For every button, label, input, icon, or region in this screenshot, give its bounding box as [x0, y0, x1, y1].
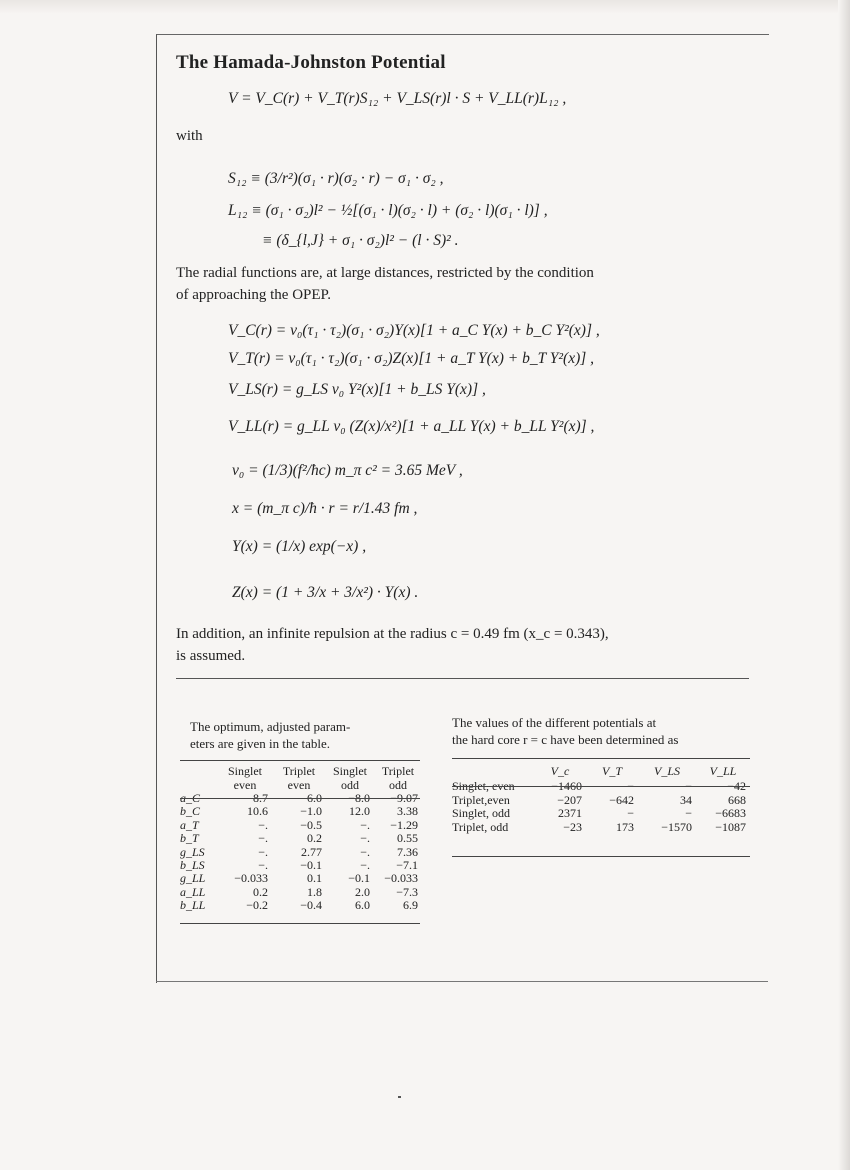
- l12-equation-alt: ≡ (δ_{l,J} + σ₁ · σ₂)l² − (l · S)² .: [262, 232, 459, 249]
- page-frame-bottom: [156, 981, 768, 982]
- param-table-top-rule: [180, 760, 420, 761]
- param-row: [176, 886, 422, 899]
- param-row-label: a_T: [180, 817, 199, 832]
- core-row-cell: 173: [616, 819, 634, 834]
- s12-equation: S₁₂ ≡ (3/r²)(σ₁ · r)(σ₂ · r) − σ₁ · σ₂ ,: [228, 170, 444, 187]
- param-row-cell: 0.2: [307, 831, 322, 846]
- core-table: [448, 762, 750, 834]
- param-row-cell: 0.1: [307, 871, 322, 886]
- addition-text-line2: is assumed.: [176, 648, 246, 664]
- param-row-cell: −0.1: [300, 858, 322, 873]
- param-row-cell: 2.77: [301, 844, 322, 859]
- param-table-bottom-rule: [180, 923, 420, 924]
- core-row-cell: 34: [680, 792, 692, 807]
- param-col-header: Singlet odd: [332, 764, 367, 792]
- param-col-header: Singlet even: [227, 764, 262, 792]
- core-row-cell: −1087: [715, 819, 746, 834]
- core-row-cell: 668: [728, 792, 746, 807]
- y-equation: Y(x) = (1/x) exp(−x) ,: [232, 538, 367, 555]
- param-row-cell: 1.8: [307, 884, 322, 899]
- param-row-cell: −.: [258, 844, 268, 859]
- x-equation: x = (m_π c)/ħ · r = r/1.43 fm ,: [232, 500, 418, 517]
- scan-edge-top: [0, 0, 850, 14]
- core-row-cell: −23: [563, 819, 582, 834]
- param-row-cell: 6.0: [355, 898, 370, 913]
- core-row-label: Singlet, even: [452, 779, 515, 793]
- main-potential-equation: V = V_C(r) + V_T(r)S₁₂ + V_LS(r)l · S + V_LL(r)L₁₂ ,: [228, 90, 567, 107]
- param-row: [176, 819, 422, 832]
- param-table-header-rule: [180, 798, 420, 799]
- param-row-cell: 3.38: [397, 804, 418, 819]
- with-label: with: [176, 128, 203, 144]
- core-row-cell: −: [685, 779, 692, 793]
- param-row-cell: 2.0: [355, 884, 370, 899]
- param-row-label: b_C: [180, 804, 201, 819]
- param-col-header: Triplet odd: [381, 764, 415, 792]
- addition-text-line1: In addition, an infinite repulsion at the radius c = 0.49 fm (x_c = 0.343),: [176, 626, 609, 642]
- core-row-cell: 2371: [558, 806, 582, 820]
- page-title: The Hamada-Johnston Potential: [176, 52, 446, 73]
- param-row-cell: −1.29: [390, 817, 418, 832]
- core-row-cell: −1570: [661, 819, 692, 834]
- section-divider: [176, 678, 749, 679]
- param-row-cell: −.: [360, 817, 370, 832]
- param-row-label: g_LL: [180, 871, 206, 886]
- core-row-label: Triplet, odd: [452, 819, 509, 834]
- left-caption-line1: The optimum, adjusted param-: [190, 719, 351, 734]
- radial-text-line2: of approaching the OPEP.: [176, 287, 331, 303]
- param-row: [176, 846, 422, 859]
- param-table: [176, 764, 422, 913]
- param-row-cell: −1.0: [300, 804, 322, 819]
- core-col-header: V_T: [601, 764, 622, 778]
- core-row-label: Singlet, odd: [452, 806, 511, 820]
- param-row: [176, 859, 422, 872]
- param-row-label: a_C: [180, 791, 201, 805]
- core-table-top-rule: [452, 758, 750, 759]
- param-row-cell: 6.0: [307, 791, 322, 805]
- vc-equation: V_C(r) = v₀(τ₁ · τ₂)(σ₁ · σ₂)Y(x)[1 + a_C Y(x) + b_C Y²(x)] ,: [228, 322, 600, 339]
- param-row-label: g_LS: [180, 844, 205, 859]
- core-row: [448, 794, 750, 808]
- param-row: [176, 872, 422, 885]
- v0-equation: v₀ = (1/3)(f²/ħc) m_π c² = 3.65 MeV ,: [232, 462, 463, 479]
- param-row-cell: 8.7: [253, 791, 268, 805]
- core-col-header: V_LS: [653, 764, 680, 778]
- param-row-cell: −0.5: [300, 817, 322, 832]
- param-row: [176, 832, 422, 845]
- core-row-cell: −642: [609, 792, 634, 807]
- core-row: [448, 807, 750, 821]
- param-row: [176, 805, 422, 818]
- right-caption-line2: the hard core r = c have been determined as: [452, 732, 679, 747]
- core-col-header: V_c: [550, 764, 570, 778]
- param-row-cell: −.: [360, 831, 370, 846]
- param-row-cell: −0.033: [384, 871, 418, 886]
- core-table-bottom-rule: [452, 856, 750, 857]
- param-row-cell: −.: [360, 858, 370, 873]
- param-col-header: Triplet even: [282, 764, 316, 792]
- param-row-cell: −9.07: [390, 791, 418, 805]
- core-row-label: Triplet,even: [452, 792, 510, 807]
- param-row-cell: 10.6: [247, 804, 268, 819]
- param-row-label: b_LS: [180, 858, 205, 873]
- param-row: [176, 899, 422, 912]
- param-row-label: a_LL: [180, 884, 206, 899]
- vls-equation: V_LS(r) = g_LS v₀ Y²(x)[1 + b_LS Y(x)] ,: [228, 381, 486, 398]
- param-row-cell: −0.1: [348, 871, 370, 886]
- core-col-header: V_LL: [709, 764, 737, 778]
- param-row-cell: −0.033: [234, 871, 268, 886]
- core-row-cell: −: [627, 806, 634, 820]
- core-row-cell: −42: [727, 779, 746, 793]
- param-row-cell: −.: [258, 858, 268, 873]
- scan-speck: [398, 1096, 401, 1098]
- param-row-cell: 0.2: [253, 884, 268, 899]
- param-row-cell: 6.9: [403, 898, 418, 913]
- param-row-cell: −0.4: [300, 898, 322, 913]
- core-row-cell: −207: [557, 792, 582, 807]
- param-row-cell: −7.3: [396, 884, 418, 899]
- param-row-label: b_T: [180, 831, 199, 846]
- vll-equation: V_LL(r) = g_LL v₀ (Z(x)/x²)[1 + a_LL Y(x) + b_LL Y²(x)] ,: [228, 418, 595, 435]
- core-row-cell: −: [685, 806, 692, 820]
- left-caption: [190, 718, 350, 752]
- vt-equation: V_T(r) = v₀(τ₁ · τ₂)(σ₁ · σ₂)Z(x)[1 + a_T Y(x) + b_T Y²(x)] ,: [228, 350, 595, 367]
- right-caption: [452, 714, 678, 748]
- scan-edge-right: [838, 0, 850, 1170]
- left-caption-line2: eters are given in the table.: [190, 736, 331, 751]
- param-row-label: b_LL: [180, 898, 206, 913]
- param-row-cell: 7.36: [397, 844, 418, 859]
- param-row-cell: −.: [360, 844, 370, 859]
- core-row: [448, 821, 750, 835]
- radial-text-line1: The radial functions are, at large distances, restricted by the condition: [176, 265, 594, 281]
- right-caption-line1: The values of the different potentials at: [452, 715, 657, 730]
- param-row-cell: −.: [258, 831, 268, 846]
- core-table-header-rule: [452, 786, 750, 787]
- param-row-cell: 0.55: [397, 831, 418, 846]
- core-row-cell: −6683: [715, 806, 746, 820]
- core-row-cell: −1460: [551, 779, 582, 793]
- param-row-cell: 12.0: [349, 804, 370, 819]
- param-row-cell: −8.0: [348, 791, 370, 805]
- z-equation: Z(x) = (1 + 3/x + 3/x²) · Y(x) .: [232, 584, 419, 601]
- core-row-cell: −: [627, 779, 634, 793]
- param-row-cell: −.: [258, 817, 268, 832]
- param-row-cell: −0.2: [246, 898, 268, 913]
- l12-equation: L₁₂ ≡ (σ₁ · σ₂)l² − ½[(σ₁ · l)(σ₂ · l) + (σ₂ · l)(σ₁ · l)] ,: [228, 202, 548, 219]
- param-row-cell: −7.1: [396, 858, 418, 873]
